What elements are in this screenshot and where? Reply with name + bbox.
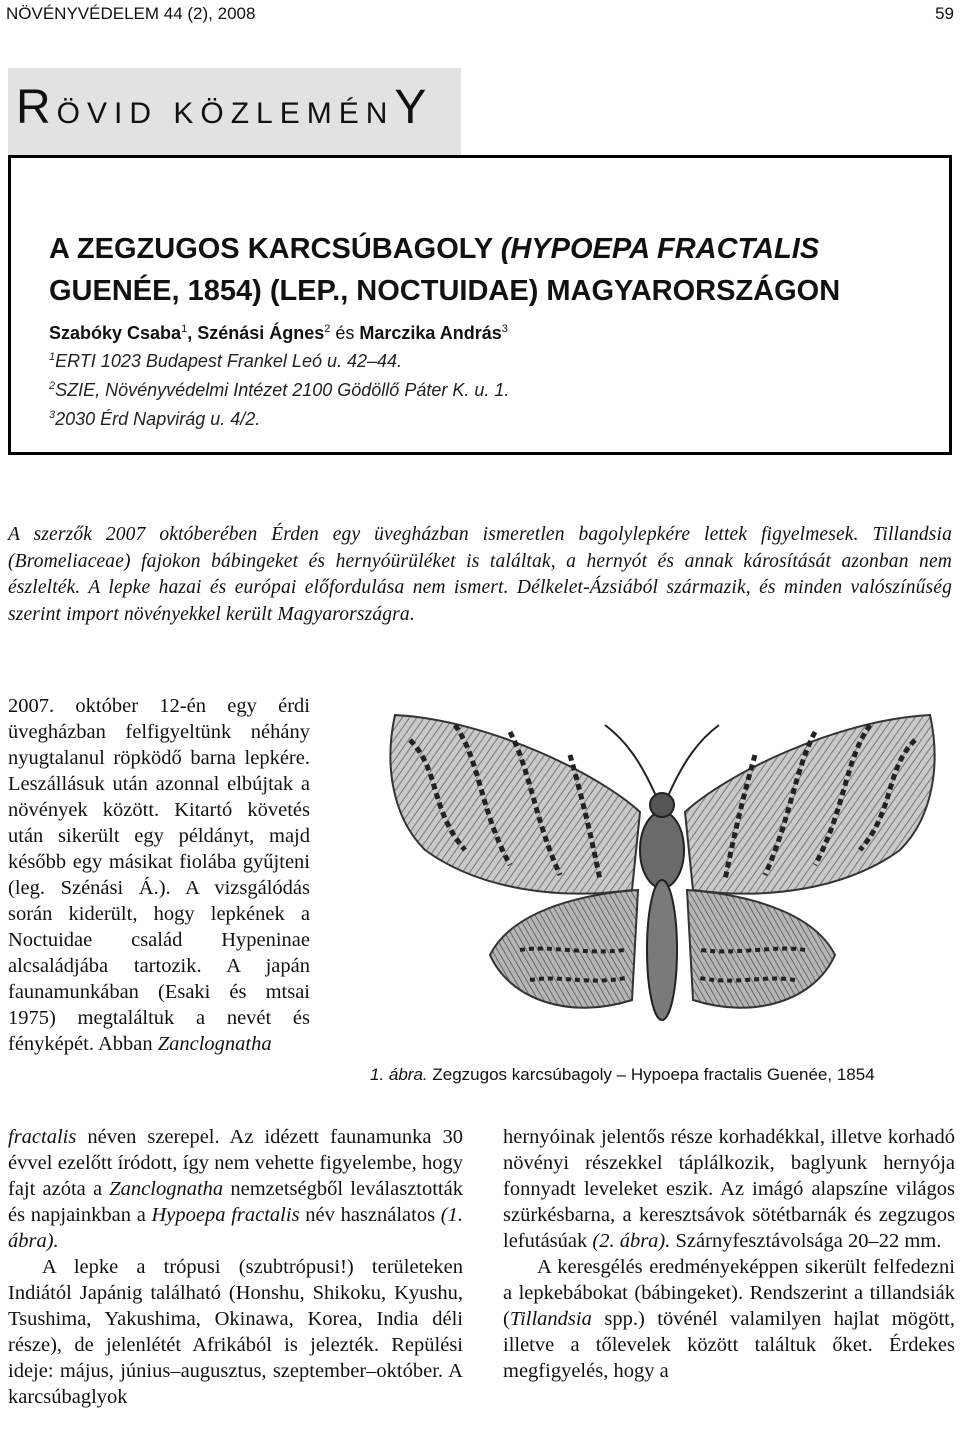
title-line1-italic: (HYPOEPA FRACTALIS xyxy=(500,233,820,265)
author-1-sup: 1 xyxy=(181,323,188,335)
journal-citation: NÖVÉNYVÉDELEM 44 (2), 2008 xyxy=(6,4,256,23)
title-line2: GUENÉE, 1854) (LEP., NOCTUIDAE) MAGYARORSZÁGON xyxy=(49,275,841,307)
body-right-column xyxy=(503,1124,955,1384)
running-header xyxy=(6,4,954,28)
author-3: Marczika András xyxy=(359,323,502,343)
body-left-top-text: 2007. október 12-én egy érdi üvegházban felfigyeltünk néhány nyugtalanul röpködő barna lepkére. Leszállásuk után azonnal elbújtak a növények között. Kitartó követés után sikerült egy példányt, majd később egy másikat fiolába gyűjteni (leg. Szénási Á.). A vizsgálódás során kiderült, hogy lepkének a Noctuidae család Hypeninae alcsaládjába tartozik. A japán faunamunkában (Esaki és mtsai 1975) megtaláltuk a nevét és fényképét. Abban xyxy=(8,695,310,1055)
author-list xyxy=(49,323,508,344)
body-left-b-text2: nemzetségből leválasztották és napjainkban a xyxy=(8,1178,463,1226)
italic-zanclognatha: Zanclognatha xyxy=(109,1178,224,1200)
body-left-b-text3: név használatos xyxy=(299,1204,441,1226)
affiliation-2 xyxy=(49,380,509,401)
page-number: 59 xyxy=(935,4,954,23)
section-label-initial: R xyxy=(16,81,57,134)
title-line1: A ZEGZUGOS KARCSÚBAGOLY xyxy=(49,233,501,265)
body-left-bottom xyxy=(8,1124,463,1410)
left-hindwing xyxy=(490,890,638,1008)
section-label-final: Y xyxy=(394,81,433,134)
affiliation-2-sup: 2 xyxy=(49,380,56,392)
figure-reference: (1. ábra). xyxy=(8,1204,463,1252)
moth-head xyxy=(650,793,674,817)
title-box xyxy=(8,155,952,455)
body-right-paragraph-1 xyxy=(503,1124,955,1254)
figure-moth xyxy=(370,700,955,1050)
author-separator: , xyxy=(187,323,198,343)
body-right-text1: hernyóinak jelentős része korhadékkal, illetve korhadó növényi részekkel táplálkozik, baglyunk hernyója fonnyadt leveleket eszik. Az imágó alapszíne világos szürkésbarna, a keresztsávok sötétbarnák és zegzugos lefutásúak xyxy=(503,1126,955,1252)
author-3-sup: 3 xyxy=(501,323,508,335)
affiliation-1 xyxy=(49,351,402,372)
moth-illustration xyxy=(370,700,955,1050)
abstract: A szerzők 2007 októberében Érden egy üvegházban ismeretlen bagolylepkére lettek figyelmesek. Tillandsia (Bromeliaceae) fajokon bábingeket és hernyóürüléket is találtak, a hernyót és annak károsítását azonban nem észlelték. A lepke hazai és európai előfordulása nem ismert. Délkelet-Ázsiából származik, és minden valószínűség szerint import növényekkel került Magyarországra. xyxy=(8,524,952,625)
body-left-top xyxy=(8,693,310,1057)
author-2: Szénási Ágnes xyxy=(197,323,325,343)
right-hindwing xyxy=(687,890,835,1008)
body-left-paragraph-2: A lepke a trópusi (szubtrópusi!) területeken Indiától Japánig található (Honshu, Shikoku, Kyushu, Tsushima, Yakushima, Okinawa, Korea, India déli része), de jelenlétét Afrikából is jelezték. Repülési ideje: május, június–augusztus, szeptember–október. A karcsúbaglyok xyxy=(8,1256,463,1408)
author-and: és xyxy=(330,323,360,343)
body-right-para2-b: spp.) tövénél valamilyen hajlat mögött, illetve a tőlevelek között találtuk őket. Érdekes megfigyelés, hogy a xyxy=(503,1308,955,1382)
body-left-b-text1: néven szerepel. Az idézett faunamunka 30 évvel ezelőtt íródott, így nem vehette figyelembe, hogy fajt azóta a xyxy=(8,1126,463,1200)
affiliation-3-sup: 3 xyxy=(49,409,56,421)
body-left-paragraph-1 xyxy=(8,1124,463,1254)
section-label-box xyxy=(8,68,461,156)
author-1: Szabóky Csaba xyxy=(49,323,182,343)
italic-hypoepa-fractalis: Hypoepa fractalis xyxy=(151,1204,300,1226)
section-label-middle: ÖVID KÖZLEMÉN xyxy=(56,97,395,130)
figure-caption-label: 1. ábra. xyxy=(370,1065,428,1084)
body-left-top-italic: Zanclognatha xyxy=(157,1033,272,1055)
figure-caption-text: Zegzugos karcsúbagoly – Hypoepa fractalis Guenée, 1854 xyxy=(427,1065,875,1084)
figure-reference-2: (2. ábra). xyxy=(592,1230,671,1252)
body-right-paragraph-2 xyxy=(503,1254,955,1384)
affiliation-1-text: ERTI 1023 Budapest Frankel Leó u. 42–44. xyxy=(55,351,403,371)
moth-thorax xyxy=(640,812,684,888)
italic-tillandsia: Tillandsia xyxy=(509,1308,592,1330)
body-right-para2-a: A keresgélés eredményeképpen sikerült felfedezni a lepkebábokat (bábingeket). Rendszerint a tillandsiák ( xyxy=(503,1256,955,1330)
article-title xyxy=(49,228,929,312)
affiliation-1-sup: 1 xyxy=(49,351,56,363)
affiliation-3-text: 2030 Érd Napvirág u. 4/2. xyxy=(55,409,261,429)
moth-abdomen xyxy=(647,880,677,1020)
author-2-sup: 2 xyxy=(324,323,331,335)
body-right-text2: Szárnyfesztávolsága 20–22 mm. xyxy=(670,1230,942,1252)
affiliation-2-text: SZIE, Növényvédelmi Intézet 2100 Gödöllő Páter K. u. 1. xyxy=(55,380,510,400)
italic-fractalis: fractalis xyxy=(8,1126,77,1148)
figure-caption xyxy=(370,1065,875,1085)
moth-antennae xyxy=(605,725,719,796)
section-label xyxy=(16,78,432,144)
affiliation-3 xyxy=(49,409,260,430)
